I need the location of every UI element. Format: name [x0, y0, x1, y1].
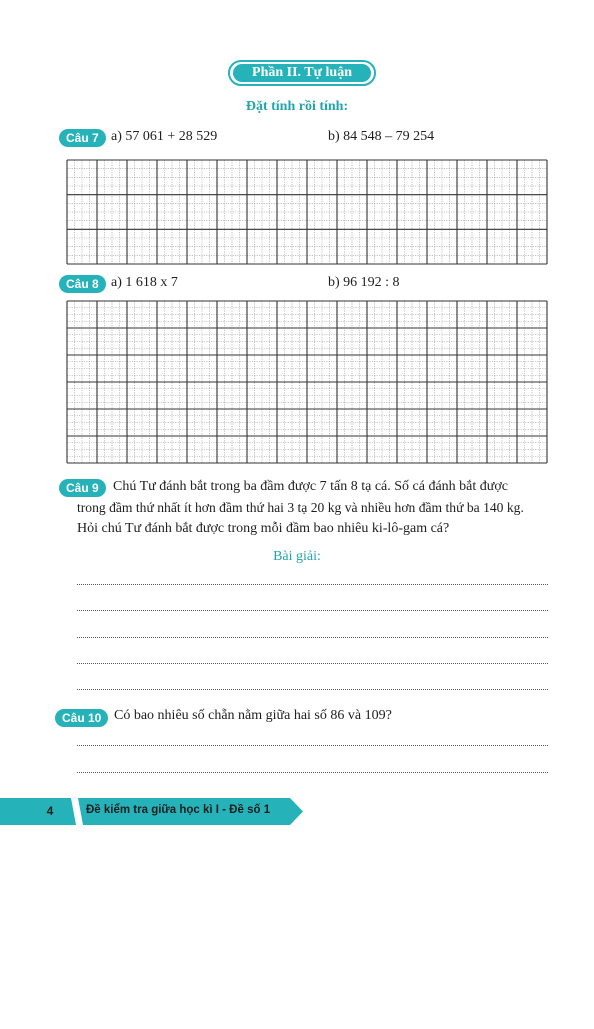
answer-line[interactable]: [77, 663, 548, 664]
answer-line[interactable]: [77, 772, 548, 773]
question-8-badge: Câu 8: [59, 275, 106, 293]
page-number: 4: [46, 804, 54, 818]
answer-line[interactable]: [77, 637, 548, 638]
part-title: Phần II. Tự luận: [233, 64, 371, 82]
footer-title: Đề kiểm tra giữa học kì I - Đề số 1: [86, 804, 271, 816]
question-10-text: Có bao nhiêu số chẵn nằm giữa hai số 86 và 109?: [114, 708, 392, 723]
part-title-badge: [228, 60, 376, 86]
question-7b: b) 84 548 – 79 254: [328, 129, 435, 144]
question-10-badge: Câu 10: [55, 709, 108, 727]
question-9-line-1: Chú Tư đánh bắt trong ba đầm được 7 tấn 8 tạ cá. Số cá đánh bắt được: [113, 479, 508, 494]
question-9-line-2: trong đầm thứ nhất ít hơn đầm thứ hai 3 tạ 20 kg và nhiều hơn đầm thứ ba 140 kg.: [77, 500, 524, 515]
instruction-heading: Đặt tính rồi tính:: [245, 99, 349, 114]
question-7a: a) 57 061 + 28 529: [111, 129, 218, 144]
question-8b: b) 96 192 : 8: [328, 275, 400, 290]
question-9-line-3: Hỏi chú Tư đánh bắt được trong mỗi đầm bao nhiêu ki-lô-gam cá?: [77, 521, 450, 536]
question-7-work-grid[interactable]: [66, 159, 548, 265]
question-9-badge: Câu 9: [59, 479, 106, 497]
answer-line[interactable]: [77, 584, 548, 585]
answer-line[interactable]: [77, 689, 548, 690]
answer-line[interactable]: [77, 745, 548, 746]
question-8-work-grid[interactable]: [66, 300, 548, 464]
solution-label: Bài giải:: [273, 549, 321, 564]
question-8a: a) 1 618 x 7: [111, 275, 178, 290]
question-7-badge: Câu 7: [59, 129, 106, 147]
answer-line[interactable]: [77, 610, 548, 611]
